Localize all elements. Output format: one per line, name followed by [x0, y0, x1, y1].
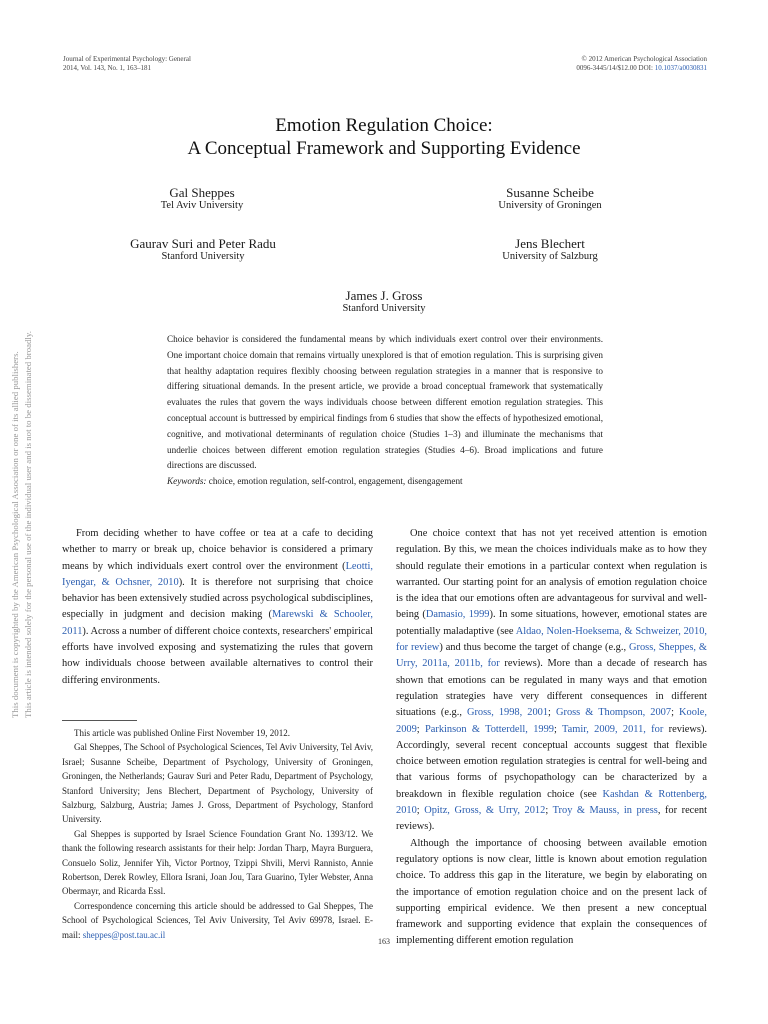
footnote: Gal Sheppes, The School of Psychological Sciences, Tel Aviv University, Tel Aviv, Israel; Susanne Scheibe, Department of Psychology, University of Groningen, Groningen, the Netherlands; Gaurav Suri and Peter Radu, Department of Psychology, Stanford University; Jens Blechert, Department of Psychology, University of Salzburg, Salzburg, Austria; James J. Gross, Department of Psychology, Stanford University.	[62, 742, 373, 825]
citation-link[interactable]: Tamir, 2009, 2011, for	[562, 723, 664, 735]
citation-link[interactable]: Gross, 1998, 2001	[466, 707, 549, 719]
author-name: James J. Gross	[345, 288, 423, 303]
footnote: This article was published Online First November 19, 2012.	[74, 728, 290, 738]
author-affiliation: University of Salzburg	[502, 251, 598, 262]
title-line-1: Emotion Regulation Choice:	[275, 115, 493, 136]
body-column-right	[396, 526, 707, 950]
author-affiliation: Stanford University	[161, 251, 245, 262]
footnotes	[62, 726, 373, 942]
citation-link[interactable]: Koole, 2009	[396, 707, 707, 735]
doi-line: 0096-3445/14/$12.00 DOI: 10.1037/a0030831	[576, 64, 707, 72]
body-paragraph: One choice context that has not yet received attention is emotion regulation. By this, we mean the choices individuals make as to how they should regulate their emotions in a particular context when regulation is warranted. Our starting point for an analysis of emotion regulation choice is the idea that our emotions often are advantageous for survival and well-being (Damasio, 1999). In some situations, however, emotional states are potentially maladaptive (see Aldao, Nolen-Hoeksema, & Schweizer, 2010, for review) and thus become the target of change (e.g., Gross, Sheppes, & Urry, 2011a, 2011b, for reviews). More than a decade of research has shown that emotions can be regulated in many ways and that emotion regulation strategies have very different consequences in different situations (e.g., Gross, 1998, 2001; Gross & Thompson, 2007; Koole, 2009; Parkinson & Totterdell, 1999; Tamir, 2009, 2011, for reviews). Accordingly, several recent conceptual accounts suggest that flexible choice between emotion regulation strategies is central for well-being and that various forms of psychopathology can be characterized by a breakdown in flexible regulation choice (see Kashdan & Rottenberg, 2010; Opitz, Gross, & Urry, 2012; Troy & Mauss, in press, for recent reviews).	[396, 528, 707, 833]
journal-name: Journal of Experimental Psychology: General	[63, 55, 191, 63]
keywords	[167, 474, 603, 488]
abstract: Choice behavior is considered the fundamental means by which individuals exert control over their environments. One important choice domain that remains virtually unexplored is that of emotion regulation. This is surprising given that healthy adaptation requires flexibly choosing between regulation strategies in a manner that is responsive to differing situational demands. In the present article, we provide a broad conceptual framework that systematically evaluates the rules that govern the ways individuals choose between different emotion regulation strategies. This conceptual account is buttressed by empirical findings from 6 studies that show the effects of hypothesized emotional, cognitive, and motivational determinants of regulation choice (Studies 1–3) and illuminate the mechanisms that underlie choices between different emotion regulation strategies (Studies 4–6). Broad implications and future directions are discussed.	[167, 334, 603, 471]
author-affiliation: Tel Aviv University	[160, 200, 244, 211]
title-line-2: A Conceptual Framework and Supporting Evidence	[187, 138, 581, 159]
article-title	[0, 114, 768, 160]
author-block	[309, 288, 459, 315]
citation-link[interactable]: Parkinson & Totterdell, 1999	[424, 723, 555, 735]
citation-link[interactable]: Leotti, Iyengar, & Ochsner, 2010	[62, 560, 373, 588]
body-column-left	[62, 526, 373, 689]
citation-link[interactable]: Damasio, 1999	[425, 609, 490, 621]
journal-header	[63, 55, 191, 73]
footnote: Correspondence concerning this article should be addressed to Gal Sheppes, The School of Psychological Sciences, Tel Aviv University, Tel Aviv 69978, Israel. E-mail: sheppes@post.tau.ac.il	[62, 900, 373, 940]
author-name: Jens Blechert	[515, 236, 585, 251]
keywords-list: choice, emotion regulation, self-control, engagement, disengagement	[206, 476, 463, 486]
author-name: Gaurav Suri and Peter Radu	[130, 236, 276, 251]
footnote-divider	[62, 720, 137, 721]
citation-link[interactable]: Gross, Sheppes, & Urry, 2011a, 2011b, for	[396, 642, 707, 670]
journal-volume: 2014, Vol. 143, No. 1, 163–181	[63, 64, 152, 72]
copyright-line: © 2012 American Psychological Association	[581, 55, 707, 63]
page-number: 163	[378, 937, 390, 946]
author-block	[470, 236, 630, 263]
author-affiliation: University of Groningen	[498, 200, 602, 211]
doi-link[interactable]: 10.1037/a0030831	[654, 64, 707, 72]
keywords-label: Keywords:	[167, 476, 207, 486]
citation-link[interactable]: Marewski & Schooler, 2011	[62, 609, 373, 637]
copyright-notice-line1: This document is copyrighted by the American Psychological Association or one of its allied publishers.	[10, 351, 20, 718]
copyright-header	[576, 55, 707, 73]
citation-link[interactable]: Troy & Mauss, in press	[552, 805, 658, 817]
footnote: Gal Sheppes is supported by Israel Science Foundation Grant No. 1393/12. We thank the following research assistants for their help: Jordan Tharp, Mayra Burguera, Consuelo Soliz, Jennifer Yih, Victor Portnoy, Tzippi Shvili, Mervi Rannisto, Annie Robertson, Derek Rowley, Ellora Israni, Joan Jou, Tara Guarino, Tyler Webster, Anna Obermayr, and Ricarda Essl.	[62, 828, 373, 897]
author-block	[470, 185, 630, 212]
email-link[interactable]: sheppes@post.tau.ac.il	[82, 929, 166, 940]
citation-link[interactable]: Kashdan & Rottenberg, 2010	[396, 788, 707, 817]
author-affiliation: Stanford University	[342, 303, 426, 314]
citation-link[interactable]: Aldao, Nolen-Hoeksema, & Schweizer, 2010, for review	[396, 625, 707, 654]
body-paragraph: Although the importance of choosing between available emotion regulatory options is now clear, little is known about emotion regulation choice. To address this gap in the literature, we begin by elaborating on the importance of emotion regulation choice and on the present lack of supporting empirical evidence. We then present a new conceptual framework and supporting evidence that explain the consequences of implementing different emotion regulation	[396, 837, 707, 947]
citation-link[interactable]: Gross & Thompson, 2007	[555, 707, 672, 719]
copyright-notice-line2: This article is intended solely for the personal use of the individual user and is not to be disseminated broadly.	[23, 331, 33, 718]
author-block	[132, 185, 272, 212]
author-block	[112, 236, 294, 263]
intro-paragraph: From deciding whether to have coffee or tea at a cafe to deciding whether to marry or break up, choice behavior is considered a primary means by which individuals exert control over the environment (Leotti, Iyengar, & Ochsner, 2010). It is therefore not surprising that choice behavior has been extensively studied across psychological subdisciplines, especially in judgment and decision making (Marewski & Schooler, 2011). Across a number of different choice contexts, researchers' empirical efforts have involved exposing and systematizing the rules that govern how individuals choose between available alternatives to control their differing environments.	[62, 528, 374, 686]
author-name: Susanne Scheibe	[506, 185, 594, 200]
citation-link[interactable]: Opitz, Gross, & Urry, 2012	[424, 805, 546, 817]
author-name: Gal Sheppes	[169, 185, 235, 200]
